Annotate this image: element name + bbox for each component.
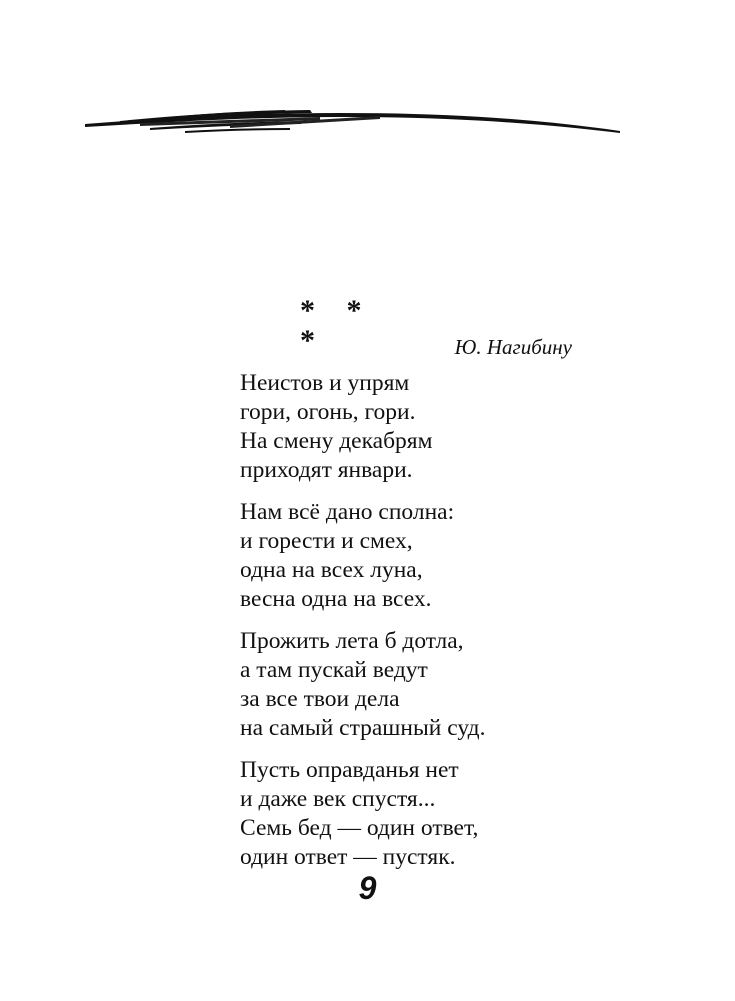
page-number: 9: [358, 870, 377, 906]
stanza-4: [240, 756, 485, 872]
poem-line: гори, огонь, гори.: [240, 399, 416, 425]
poem-line: весна одна на всех.: [240, 586, 432, 612]
poem-line: одна на всех луна,: [240, 557, 423, 583]
poem-body: [240, 369, 485, 885]
poem-line: приходят январи.: [240, 457, 413, 483]
poem-line: на самый страшный суд.: [240, 715, 486, 741]
brush-stroke-icon: [80, 100, 625, 140]
poem-line: и даже век спустя...: [240, 786, 436, 812]
section-separator: * * *: [300, 294, 374, 357]
poem-line: Семь бед — один ответ,: [240, 815, 479, 841]
poem-line: а там пускай ведут: [240, 657, 428, 683]
dedication: Ю. Нагибину: [454, 335, 572, 359]
poem-line: один ответ — пустяк.: [240, 844, 456, 870]
poem-line: Пусть оправданья нет: [240, 757, 459, 783]
stanza-2: [240, 498, 485, 614]
poem-line: На смену декабрям: [240, 428, 433, 454]
poem-line: и горести и смех,: [240, 528, 413, 554]
poem-line: Нам всё дано сполна:: [240, 499, 455, 525]
poem-line: Прожить лета б дотла,: [240, 628, 464, 654]
poem-line: за все твои дела: [240, 686, 400, 712]
stanza-1: [240, 369, 485, 485]
stanza-3: [240, 627, 485, 743]
poem-line: Неистов и упрям: [240, 370, 410, 396]
